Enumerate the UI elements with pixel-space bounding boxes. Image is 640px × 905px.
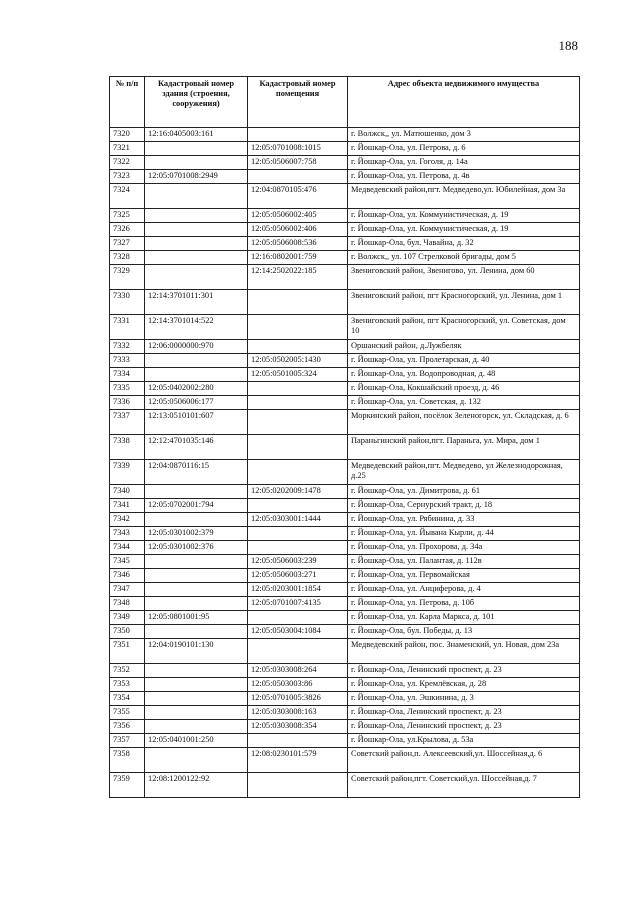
building-cadastral-cell: 12:05:0401001:250: [145, 734, 248, 748]
table-row: [110, 569, 580, 583]
building-cadastral-cell: [145, 692, 248, 706]
address-cell: г. Йошкар-Ола, ул. Карла Маркса, д. 101: [348, 611, 580, 625]
row-number-cell: 7358: [110, 748, 145, 773]
row-number-cell: 7325: [110, 209, 145, 223]
building-cadastral-cell: [145, 184, 248, 209]
row-number-cell: 7337: [110, 410, 145, 435]
premises-cadastral-cell: [248, 460, 348, 485]
table-row: [110, 748, 580, 773]
premises-cadastral-cell: [248, 290, 348, 315]
row-number-cell: 7354: [110, 692, 145, 706]
premises-cadastral-cell: [248, 396, 348, 410]
row-number-cell: 7347: [110, 583, 145, 597]
premises-cadastral-cell: 12:05:0203001:1854: [248, 583, 348, 597]
row-number-cell: 7359: [110, 773, 145, 798]
table-row: [110, 251, 580, 265]
row-number-cell: 7350: [110, 625, 145, 639]
row-number-cell: 7324: [110, 184, 145, 209]
building-cadastral-cell: 12:05:0701008:2949: [145, 170, 248, 184]
row-number-cell: 7343: [110, 527, 145, 541]
building-cadastral-cell: 12:13:0510101:607: [145, 410, 248, 435]
row-number-cell: 7326: [110, 223, 145, 237]
row-number-cell: 7353: [110, 678, 145, 692]
address-cell: Советский район,пгт. Советский,ул. Шоссейная,д. 7: [348, 773, 580, 798]
address-cell: г. Йошкар-Ола, Ленинский проспект, д. 23: [348, 664, 580, 678]
row-number-cell: 7355: [110, 706, 145, 720]
premises-cadastral-cell: 12:05:0506002:406: [248, 223, 348, 237]
premises-cadastral-cell: 12:05:0506003:239: [248, 555, 348, 569]
premises-cadastral-cell: [248, 340, 348, 354]
address-cell: г. Йошкар-Ола, ул. Кремлёвская, д. 28: [348, 678, 580, 692]
building-cadastral-cell: 12:06:0000000:970: [145, 340, 248, 354]
table-header-row: [110, 77, 580, 128]
premises-cadastral-cell: 12:08:0230101:579: [248, 748, 348, 773]
address-cell: Моркинский район, посёлок Зеленогорск, ул. Складская, д. 6: [348, 410, 580, 435]
address-cell: Медведевский район,пгт. Медведево, ул Железнодорожная, д.25: [348, 460, 580, 485]
address-cell: г. Волжск,, ул. Матюшенко, дом 3: [348, 128, 580, 142]
table-row: [110, 156, 580, 170]
premises-cadastral-cell: [248, 639, 348, 664]
page-number: 188: [558, 38, 578, 53]
premises-cadastral-cell: 12:05:0303008:163: [248, 706, 348, 720]
building-cadastral-cell: 12:14:3701014:522: [145, 315, 248, 340]
table-row: [110, 720, 580, 734]
address-cell: г. Йошкар-Ола, Кокшайский проезд, д. 46: [348, 382, 580, 396]
row-number-cell: 7330: [110, 290, 145, 315]
row-number-cell: 7349: [110, 611, 145, 625]
row-number-cell: 7320: [110, 128, 145, 142]
address-cell: Звениговский район, пгт Красногорский, ул. Советская, дом 10: [348, 315, 580, 340]
premises-cadastral-cell: 12:05:0303001:1444: [248, 513, 348, 527]
row-number-cell: 7357: [110, 734, 145, 748]
premises-cadastral-cell: 12:05:0503003:86: [248, 678, 348, 692]
table-row: [110, 527, 580, 541]
building-cadastral-cell: [145, 156, 248, 170]
address-cell: Параньгинский район,пгт. Параньга, ул. Мира, дом 1: [348, 435, 580, 460]
row-number-cell: 7331: [110, 315, 145, 340]
property-registry-table: [109, 76, 580, 798]
address-cell: г. Йошкар-Ола, ул. Коммунистическая, д. 19: [348, 209, 580, 223]
building-cadastral-cell: [145, 583, 248, 597]
table-row: [110, 290, 580, 315]
header-premises-cadastral-number: Кадастровый номер помещения: [248, 77, 348, 128]
premises-cadastral-cell: [248, 734, 348, 748]
address-cell: Медведевский район,пгт. Медведево,ул. Юбилейная, дом 3а: [348, 184, 580, 209]
table-row: [110, 583, 580, 597]
address-cell: Звениговский район, пгт Красногорский, ул. Ленина, дом 1: [348, 290, 580, 315]
table-row: [110, 223, 580, 237]
address-cell: г. Йошкар-Ола, ул. Советская, д. 132: [348, 396, 580, 410]
premises-cadastral-cell: 12:04:0870105:476: [248, 184, 348, 209]
premises-cadastral-cell: [248, 527, 348, 541]
building-cadastral-cell: [145, 142, 248, 156]
building-cadastral-cell: [145, 720, 248, 734]
table-row: [110, 184, 580, 209]
building-cadastral-cell: 12:08:1200122:92: [145, 773, 248, 798]
address-cell: Советский район,п. Алексеевский,ул. Шоссейная,д. 6: [348, 748, 580, 773]
premises-cadastral-cell: 12:05:0701008:1015: [248, 142, 348, 156]
row-number-cell: 7346: [110, 569, 145, 583]
table-row: [110, 315, 580, 340]
address-cell: г. Йошкар-Ола, ул. Петрова, д. 4в: [348, 170, 580, 184]
row-number-cell: 7339: [110, 460, 145, 485]
row-number-cell: 7341: [110, 499, 145, 513]
table-row: [110, 734, 580, 748]
premises-cadastral-cell: 12:14:2502022:185: [248, 265, 348, 290]
address-cell: г. Йошкар-Ола, Ленинский проспект, д. 23: [348, 720, 580, 734]
building-cadastral-cell: 12:12:4701035:146: [145, 435, 248, 460]
row-number-cell: 7342: [110, 513, 145, 527]
address-cell: г. Йошкар-Ола, ул. Петрова, д. 10б: [348, 597, 580, 611]
table-row: [110, 678, 580, 692]
address-cell: г. Йошкар-Ола, Ленинский проспект, д. 23: [348, 706, 580, 720]
row-number-cell: 7352: [110, 664, 145, 678]
row-number-cell: 7321: [110, 142, 145, 156]
building-cadastral-cell: [145, 265, 248, 290]
premises-cadastral-cell: [248, 382, 348, 396]
table-row: [110, 499, 580, 513]
building-cadastral-cell: [145, 251, 248, 265]
address-cell: Медведевский район, пос. Знаменский, ул. Новая, дом 23а: [348, 639, 580, 664]
table-row: [110, 354, 580, 368]
table-row: [110, 706, 580, 720]
building-cadastral-cell: 12:05:0702001:794: [145, 499, 248, 513]
row-number-cell: 7344: [110, 541, 145, 555]
row-number-cell: 7323: [110, 170, 145, 184]
table-row: [110, 773, 580, 798]
premises-cadastral-cell: 12:05:0506008:536: [248, 237, 348, 251]
building-cadastral-cell: [145, 368, 248, 382]
premises-cadastral-cell: 12:05:0506002:405: [248, 209, 348, 223]
address-cell: г. Йошкар-Ола, ул. Петрова, д. 6: [348, 142, 580, 156]
row-number-cell: 7327: [110, 237, 145, 251]
premises-cadastral-cell: [248, 410, 348, 435]
row-number-cell: 7336: [110, 396, 145, 410]
building-cadastral-cell: 12:16:0405003:161: [145, 128, 248, 142]
building-cadastral-cell: 12:04:0870116:15: [145, 460, 248, 485]
table-row: [110, 142, 580, 156]
premises-cadastral-cell: [248, 315, 348, 340]
row-number-cell: 7340: [110, 485, 145, 499]
building-cadastral-cell: 12:04:0190101:130: [145, 639, 248, 664]
table-row: [110, 170, 580, 184]
table-row: [110, 368, 580, 382]
premises-cadastral-cell: [248, 773, 348, 798]
table-row: [110, 460, 580, 485]
header-row-number: № п/п: [110, 77, 145, 128]
building-cadastral-cell: [145, 485, 248, 499]
row-number-cell: 7332: [110, 340, 145, 354]
header-property-address: Адрес объекта недвижимого имущества: [348, 77, 580, 128]
row-number-cell: 7333: [110, 354, 145, 368]
table-row: [110, 382, 580, 396]
address-cell: г. Йошкар-Ола, ул. Рябинина, д. 33: [348, 513, 580, 527]
building-cadastral-cell: [145, 237, 248, 251]
address-cell: г. Йошкар-Ола, ул. Анциферова, д. 4: [348, 583, 580, 597]
table-row: [110, 692, 580, 706]
table-row: [110, 597, 580, 611]
premises-cadastral-cell: [248, 541, 348, 555]
table-row: [110, 555, 580, 569]
premises-cadastral-cell: 12:16:0802001:759: [248, 251, 348, 265]
table-row: [110, 209, 580, 223]
table-body: [110, 128, 580, 798]
building-cadastral-cell: [145, 597, 248, 611]
table-row: [110, 396, 580, 410]
address-cell: г. Йошкар-Ола, ул. Первомайская: [348, 569, 580, 583]
building-cadastral-cell: 12:05:0801001:95: [145, 611, 248, 625]
building-cadastral-cell: 12:14:3701011:301: [145, 290, 248, 315]
building-cadastral-cell: 12:05:0506006:177: [145, 396, 248, 410]
address-cell: г. Йошкар-Ола, бул. Чавайна, д. 32: [348, 237, 580, 251]
address-cell: г. Йошкар-Ола, ул. Прохорова, д. 34а: [348, 541, 580, 555]
row-number-cell: 7329: [110, 265, 145, 290]
row-number-cell: 7322: [110, 156, 145, 170]
address-cell: г. Йошкар-Ола, ул. Палантая, д. 112в: [348, 555, 580, 569]
row-number-cell: 7345: [110, 555, 145, 569]
building-cadastral-cell: [145, 223, 248, 237]
premises-cadastral-cell: 12:05:0303008:354: [248, 720, 348, 734]
table-row: [110, 265, 580, 290]
building-cadastral-cell: [145, 555, 248, 569]
premises-cadastral-cell: 12:05:0502005:1430: [248, 354, 348, 368]
row-number-cell: 7334: [110, 368, 145, 382]
table-row: [110, 611, 580, 625]
row-number-cell: 7328: [110, 251, 145, 265]
address-cell: г. Йошкар-Ола, ул.Крылова, д. 53а: [348, 734, 580, 748]
row-number-cell: 7348: [110, 597, 145, 611]
building-cadastral-cell: [145, 513, 248, 527]
table-row: [110, 435, 580, 460]
premises-cadastral-cell: 12:05:0506003:271: [248, 569, 348, 583]
premises-cadastral-cell: 12:05:0506007:758: [248, 156, 348, 170]
building-cadastral-cell: [145, 748, 248, 773]
premises-cadastral-cell: 12:05:0202009:1478: [248, 485, 348, 499]
premises-cadastral-cell: 12:05:0701005:3826: [248, 692, 348, 706]
address-cell: Звениговский район, Звенигово, ул. Ленина, дом 60: [348, 265, 580, 290]
table-row: [110, 664, 580, 678]
address-cell: г. Йошкар-Ола, ул. Пролетарская, д. 40: [348, 354, 580, 368]
building-cadastral-cell: 12:05:0402002:280: [145, 382, 248, 396]
address-cell: г. Йошкар-Ола, ул. Димитрова, д. 61: [348, 485, 580, 499]
address-cell: г. Волжск,, ул. 107 Стрелковой бригады, дом 5: [348, 251, 580, 265]
table-row: [110, 485, 580, 499]
premises-cadastral-cell: [248, 611, 348, 625]
address-cell: г. Йошкар-Ола, ул. Коммунистическая, д. 19: [348, 223, 580, 237]
address-cell: г. Йошкар-Ола, ул. Эшкинина, д. 3: [348, 692, 580, 706]
address-cell: Оршанский район, д.Лужбеляк: [348, 340, 580, 354]
table-row: [110, 410, 580, 435]
building-cadastral-cell: [145, 354, 248, 368]
table-row: [110, 513, 580, 527]
premises-cadastral-cell: [248, 499, 348, 513]
table-row: [110, 625, 580, 639]
premises-cadastral-cell: 12:05:0701007:4135: [248, 597, 348, 611]
building-cadastral-cell: [145, 209, 248, 223]
premises-cadastral-cell: [248, 170, 348, 184]
building-cadastral-cell: [145, 625, 248, 639]
row-number-cell: 7335: [110, 382, 145, 396]
address-cell: г. Йошкар-Ола, ул. Йывана Кырли, д. 44: [348, 527, 580, 541]
table-row: [110, 340, 580, 354]
row-number-cell: 7351: [110, 639, 145, 664]
building-cadastral-cell: 12:05:0301002:379: [145, 527, 248, 541]
table-row: [110, 237, 580, 251]
building-cadastral-cell: 12:05:0301002:376: [145, 541, 248, 555]
premises-cadastral-cell: [248, 435, 348, 460]
premises-cadastral-cell: 12:05:0501005:324: [248, 368, 348, 382]
building-cadastral-cell: [145, 706, 248, 720]
address-cell: г. Йошкар-Ола, ул. Водопроводная, д. 48: [348, 368, 580, 382]
building-cadastral-cell: [145, 678, 248, 692]
address-cell: г. Йошкар-Ола, бул. Победы, д. 13: [348, 625, 580, 639]
premises-cadastral-cell: 12:05:0503004:1084: [248, 625, 348, 639]
row-number-cell: 7338: [110, 435, 145, 460]
building-cadastral-cell: [145, 569, 248, 583]
premises-cadastral-cell: 12:05:0303008:264: [248, 664, 348, 678]
row-number-cell: 7356: [110, 720, 145, 734]
table-row: [110, 639, 580, 664]
header-building-cadastral-number: Кадастровый номер здания (строения, сооружения): [145, 77, 248, 128]
address-cell: г. Йошкар-Ола, ул. Гоголя, д. 14а: [348, 156, 580, 170]
premises-cadastral-cell: [248, 128, 348, 142]
table-row: [110, 128, 580, 142]
building-cadastral-cell: [145, 664, 248, 678]
table-row: [110, 541, 580, 555]
address-cell: г. Йошкар-Ола, Сернурский тракт, д. 18: [348, 499, 580, 513]
